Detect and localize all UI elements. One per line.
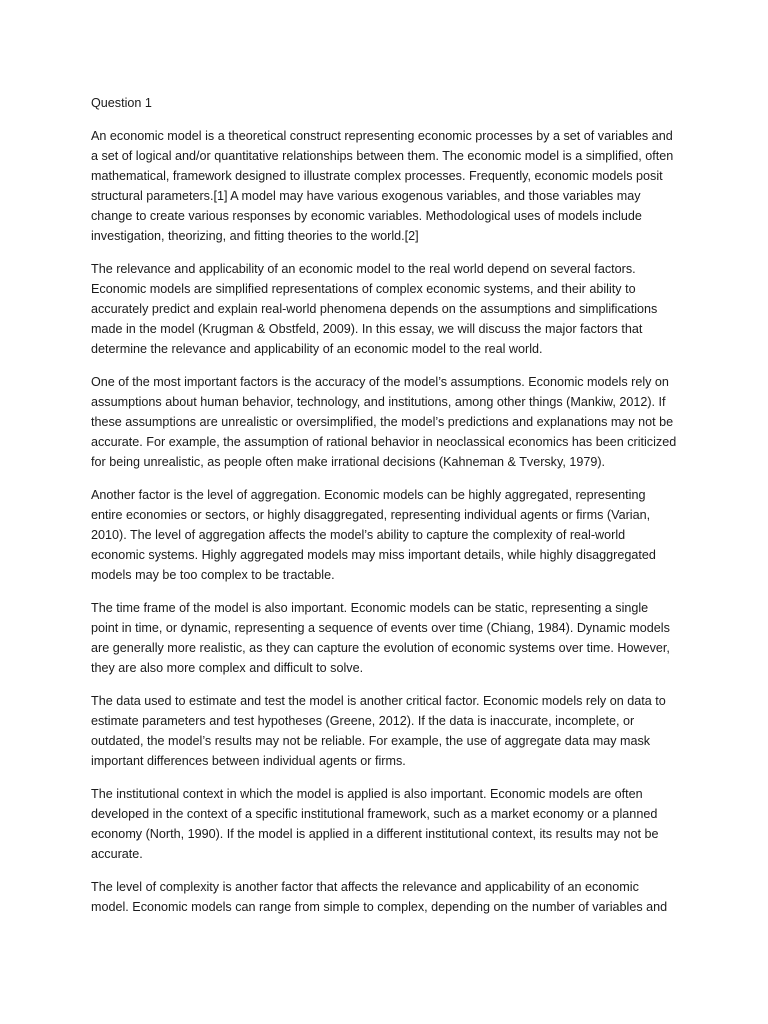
paragraph-3: One of the most important factors is the accuracy of the model’s assumptions. Economic models rely on assumptions about human behavior, technology, and institutions, among other things (Mankiw, 2012). If these assumptions are unrealistic or oversimplified, the model’s predictions and explanations may not be accurate. For example, the assumption of rational behavior in neoclassical economics has been criticized for being unrealistic, as people often make irrational decisions (Kahneman & Tversky, 1979). [91, 375, 677, 469]
question-heading: Question 1 [91, 96, 152, 110]
paragraph-2: The relevance and applicability of an economic model to the real world depend on several factors. Economic models are simplified representations of complex economic systems, and their ability to accurately predict and explain real-world phenomena depends on the assumptions and simplifications made in the model (Krugman & Obstfeld, 2009). In this essay, we will discuss the major factors that determine the relevance and applicability of an economic model to the real world. [91, 262, 658, 356]
paragraph-8: The level of complexity is another factor that affects the relevance and applicability of an economic model. Economic models can range from simple to complex, depending on the number of variables and [91, 880, 668, 914]
paragraph-7: The institutional context in which the model is applied is also important. Economic models are often developed in the context of a specific institutional framework, such as a market economy or a planned economy (North, 1990). If the model is applied in a different institutional context, its results may not be accurate. [91, 787, 659, 861]
paragraph-5: The time frame of the model is also important. Economic models can be static, representing a single point in time, or dynamic, representing a sequence of events over time (Chiang, 1984). Dynamic models are generally more realistic, as they can capture the evolution of economic systems over time. However, they are also more complex and difficult to solve. [91, 601, 670, 675]
paragraph-1: An economic model is a theoretical construct representing economic processes by a set of variables and a set of logical and/or quantitative relationships between them. The economic model is a simplified, often mathematical, framework designed to illustrate complex processes. Frequently, economic models posit structural parameters.[1] A model may have various exogenous variables, and those variables may change to create various responses by economic variables. Methodological uses of models include investigation, theorizing, and fitting theories to the world.[2] [91, 129, 674, 243]
paragraph-6: The data used to estimate and test the model is another critical factor. Economic models rely on data to estimate parameters and test hypotheses (Greene, 2012). If the data is inaccurate, incomplete, or outdated, the model’s results may not be reliable. For example, the use of aggregate data may mask important differences between individual agents or firms. [91, 694, 666, 768]
paragraph-4: Another factor is the level of aggregation. Economic models can be highly aggregated, representing entire economies or sectors, or highly disaggregated, representing individual agents or firms (Varian, 2010). The level of aggregation affects the model’s ability to capture the complexity of real-world economic systems. Highly aggregated models may miss important details, while highly disaggregated models may be too complex to be tractable. [91, 488, 656, 582]
